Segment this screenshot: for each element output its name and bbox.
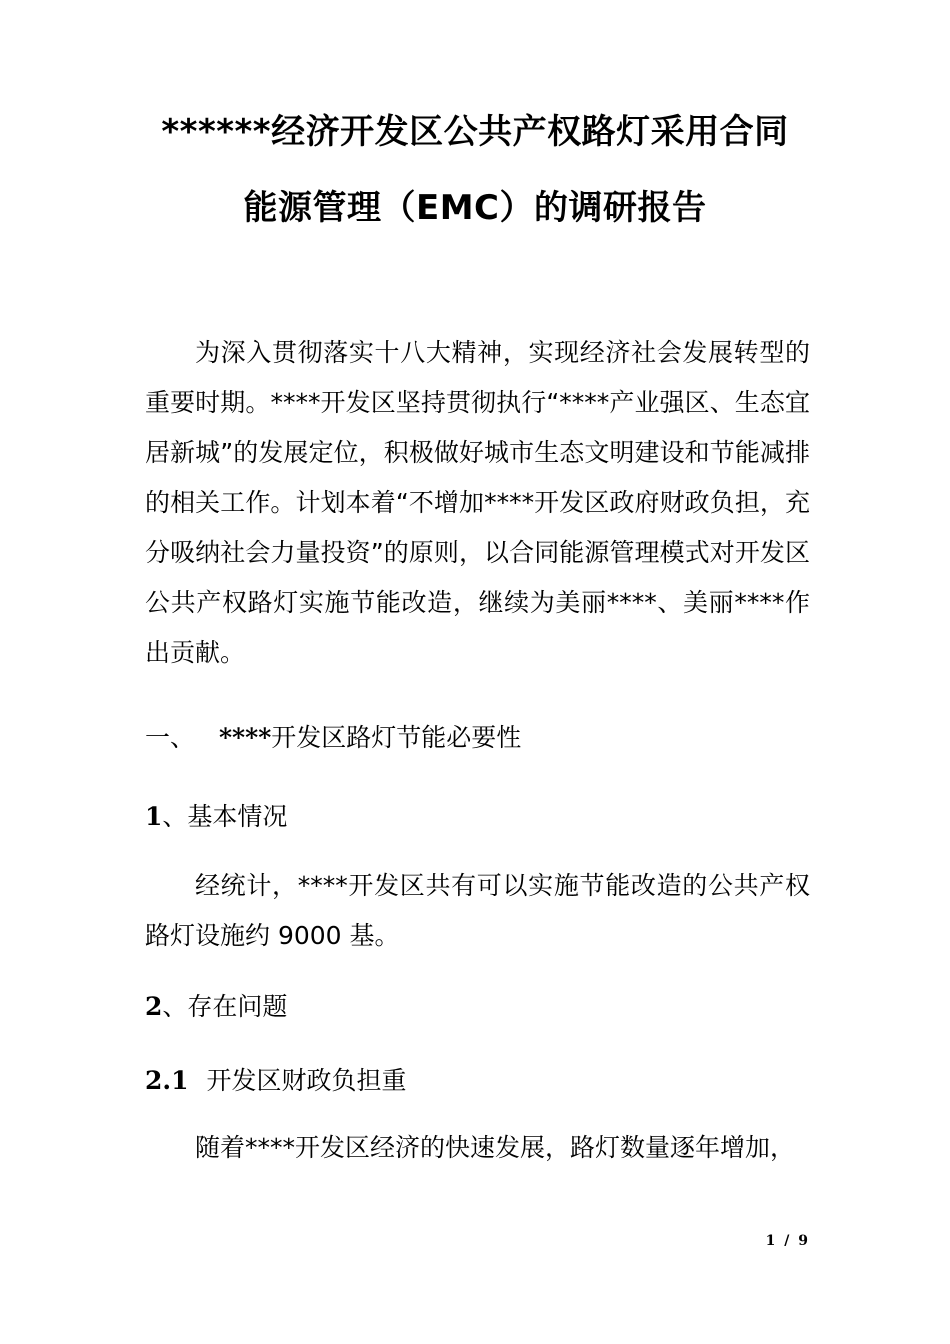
document-title-line-2: 能源管理（EMC）的调研报告: [243, 188, 707, 228]
subsection-number: 2: [145, 992, 163, 1021]
section-bold-part: ****: [218, 723, 272, 752]
intro-paragraph-block: [145, 328, 810, 678]
paragraph-2-1: 随着****开发区经济的快速发展，路灯数量逐年增加，: [195, 1133, 796, 1162]
section-number: 一、: [145, 723, 196, 752]
subsection-title: 、存在问题: [162, 992, 288, 1021]
subsection-title: 、基本情况: [162, 802, 288, 831]
paragraph-1-1: 经统计，****开发区共有可以实施节能改造的公共产权路灯设施约 9000 基。: [145, 871, 810, 950]
document-title-line-1: ******经济开发区公共产权路灯采用合同: [161, 112, 789, 152]
paragraph-1-1-block: [145, 861, 810, 961]
paragraph-2-1-block: [145, 1123, 810, 1173]
subsection-number: 2.1: [145, 1066, 189, 1095]
section-title: 开发区路灯节能必要性: [271, 723, 522, 752]
page-number: 1 / 9: [765, 1233, 810, 1249]
subsection-heading-2-1: [145, 1064, 406, 1098]
section-heading-1: [145, 721, 521, 755]
subsection-number: 1: [145, 802, 163, 831]
subsection-heading-2: [145, 990, 287, 1024]
intro-paragraph: 为深入贯彻落实十八大精神，实现经济社会发展转型的重要时期。****开发区坚持贯彻执行“****产业强区、生态宜居新城”的发展定位，积极做好城市生态文明建设和节能减排的相关工作。计划本着“不增加****开发区政府财政负担，充分吸纳社会力量投资”的原则，以合同能源管理模式对开发区公共产权路灯实施节能改造，继续为美丽****、美丽****作出贡献。: [145, 338, 810, 667]
subsection-title: 开发区财政负担重: [206, 1066, 407, 1095]
subsection-heading-1: [145, 800, 287, 834]
